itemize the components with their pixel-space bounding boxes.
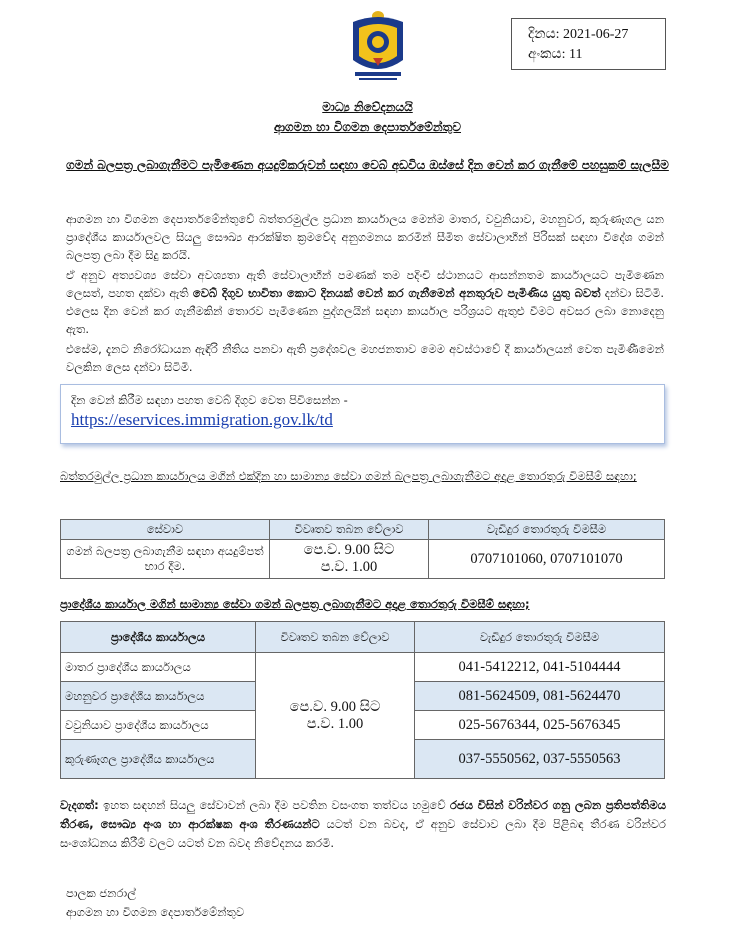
column-header: විවෘතව තබන වේලාව — [270, 520, 429, 540]
important-note — [60, 796, 666, 853]
date-label: දිනය: — [528, 27, 560, 42]
number-value: 11 — [569, 47, 583, 62]
column-header: වැඩිදුර තොරතුරු විමසීම — [415, 622, 665, 653]
date-row — [528, 25, 665, 45]
office-cell: මහනුවර ප්‍රාදේශීය කාර්යාලය — [61, 682, 256, 711]
hours-start: පෙ.ව. 9.00 සිට — [303, 542, 395, 558]
column-header: සේවාව — [61, 520, 270, 540]
number-row — [528, 45, 665, 65]
signatory-department: ආගමන හා විගමන දෙපාර්තමේන්තුව — [66, 905, 245, 919]
phone-cell: 041-5412212, 041-5104444 — [415, 653, 665, 682]
regional-office-table — [60, 621, 665, 779]
signature-block — [66, 884, 244, 922]
section-1-title: බත්තරමුල්ල ප්‍රධාන කාර්යාලය මගින් එක්දින හා සාමාන්‍ය සේවා ගමන් බලපත්‍ර ලබාගැනීමට අදාළ තොරතුරු විමසීම් සඳහා; — [60, 469, 637, 483]
phone-cell: 037-5550562, 037-5550563 — [415, 740, 665, 779]
note-text-c: යටත් වන බවද, ඒ අනුව සේවාව ලබා දීම පිළිබඳ තීරණ වරින්වර සංශෝධනය කිරීම් වලට යටත් වන බවද නිවේදනය කරමි. — [60, 817, 666, 850]
booking-link-box — [60, 384, 665, 444]
hours-cell — [270, 540, 429, 579]
date-value: 2021-06-27 — [563, 27, 629, 42]
subject-title: ගමන් බලපත්‍ර ලබාගැනීමට පැමිණෙන අයදුම්කරුවන් සඳහා වෙබ් අඩවිය ඔස්සේ දින වෙන් කර ගැනීමේ පහසුකම් සැලසීම — [66, 158, 669, 172]
number-label: අංකය: — [528, 47, 566, 62]
media-release-title: මාධ්‍ය නිවේදනයයි — [322, 100, 413, 114]
service-cell: ගමන් බලපත්‍ර ලබාගැනීම සඳහා අයදුම්පත් භාර දීම. — [61, 540, 270, 579]
note-label: වැදගත්: — [60, 798, 99, 812]
paragraph-3: එසේම, දැනට නිරෝධායන ඇඳිරි නීතිය පනවා ඇති ප්‍රදේශවල මහජනතාව මෙම අවස්ථාවේ දී කාර්යාලයන් වෙත පැමිණීමෙන් වලකින ලෙස දන්වා සිටිමි. — [66, 342, 664, 374]
department-emblem-icon — [343, 8, 413, 88]
office-cell: මාතර ප්‍රාදේශීය කාර්යාලය — [61, 653, 256, 682]
column-header: ප්‍රාදේශීය කාර්යාලය — [61, 622, 256, 653]
hours-start: පෙ.ව. 9.00 සිට — [289, 698, 381, 715]
booking-link-label: දින වෙන් කිරීම සඳහා පහත වෙබ් දිගුව වෙත පිවිසෙන්න - — [71, 393, 348, 407]
table-row — [61, 540, 665, 579]
paragraph-2-part-a: ඒ අනුව අත්‍යවශ්‍ය සේවා අවශ්‍යතා ඇති සේවාලාභීන් පමණක් තම පදිංචි ස්ථානයට ආසන්නතම කාර්යාලයට පැමිණෙන ලෙසත්, පහත දක්වා ඇති — [66, 268, 664, 300]
section-2-title: ප්‍රාදේශීය කාර්යාල මගින් සාමාන්‍ය සේවා ගමන් බලපත්‍ර ලබාගැනීමට අදාළ තොරතුරු විමසීම් සඳහා; — [60, 597, 530, 611]
office-cell: කුරුණෑගල ප්‍රාදේශීය කාර්යාලය — [61, 740, 256, 779]
booking-link[interactable]: https://eservices.immigration.gov.lk/td — [71, 410, 333, 429]
column-header: වැඩිදුර තොරතුරු විමසීම — [429, 520, 665, 540]
paragraph-2 — [66, 266, 664, 338]
table-row — [61, 653, 665, 682]
head-office-table — [60, 519, 665, 579]
table-header-row — [61, 520, 665, 540]
reference-box — [511, 18, 666, 70]
paragraph-2-bold: වෙබ් දිගුව භාවිතා කොට දිනයක් වෙන් කර ගැනීමෙන් අනතුරුව පැමිණිය යුතු බවත් — [192, 286, 601, 300]
phone-cell: 081-5624509, 081-5624470 — [415, 682, 665, 711]
paragraph-1: ආගමන හා විගමන දෙපාර්තමේන්තුවේ බත්තරමුල්ල ප්‍රධාන කාර්යාලය මෙන්ම මාතර, වවුනියාව, මහනුවර, කුරුණෑගල යන ප්‍රාදේශීය කාර්යාලවල සියලු සෞඛ්‍ය ආරක්ෂිත ක්‍රමවේද අනුගමනය කරමින් සීමිත සේවාලාභීන් පිරිසක් සඳහා විදේශ ගමන් බලපත්‍ර ලබා දීම සිදු කරයි. — [66, 212, 664, 262]
paragraph-2-part-c: දන්වා සිටිමි. එලෙස දින වෙන් කර ගැනීමකින් තොරව පැමිණෙන පුද්ගලයින් සඳහා කාර්යාල පරිශ්‍රයට ඇතුළු වීමට අවසර ලබා නොදෙනු ඇත. — [66, 286, 664, 336]
phone-cell: 025-5676344, 025-5676345 — [415, 711, 665, 740]
table-header-row — [61, 622, 665, 653]
hours-end: ප.ව. 1.00 — [320, 559, 378, 575]
hours-cell — [256, 653, 415, 779]
note-text-bold: රජය විසින් වරින්වර ගනු ලබන ප්‍රතිපත්තිමය තීරණ, සෞඛ්‍ය අංශ හා ආරක්ෂක අංශ තීරණයන්ට — [60, 798, 666, 831]
signatory-title: පාලක ජනරාල් — [66, 886, 136, 900]
office-cell: වවුනියාව ප්‍රාදේශීය කාර්යාලය — [61, 711, 256, 740]
hours-end: ප.ව. 1.00 — [306, 715, 364, 732]
column-header: විවෘතව තබන වේලාව — [256, 622, 415, 653]
department-title: ආගමන හා විගමන දෙපාර්තමේන්තුව — [273, 120, 461, 134]
note-text-a: ඉහත සඳහන් සියලු සේවාවන් ලබා දීම පවතින වසංගත තත්වය හමුවේ — [98, 798, 450, 812]
phone-cell: 0707101060, 0707101070 — [429, 540, 665, 579]
